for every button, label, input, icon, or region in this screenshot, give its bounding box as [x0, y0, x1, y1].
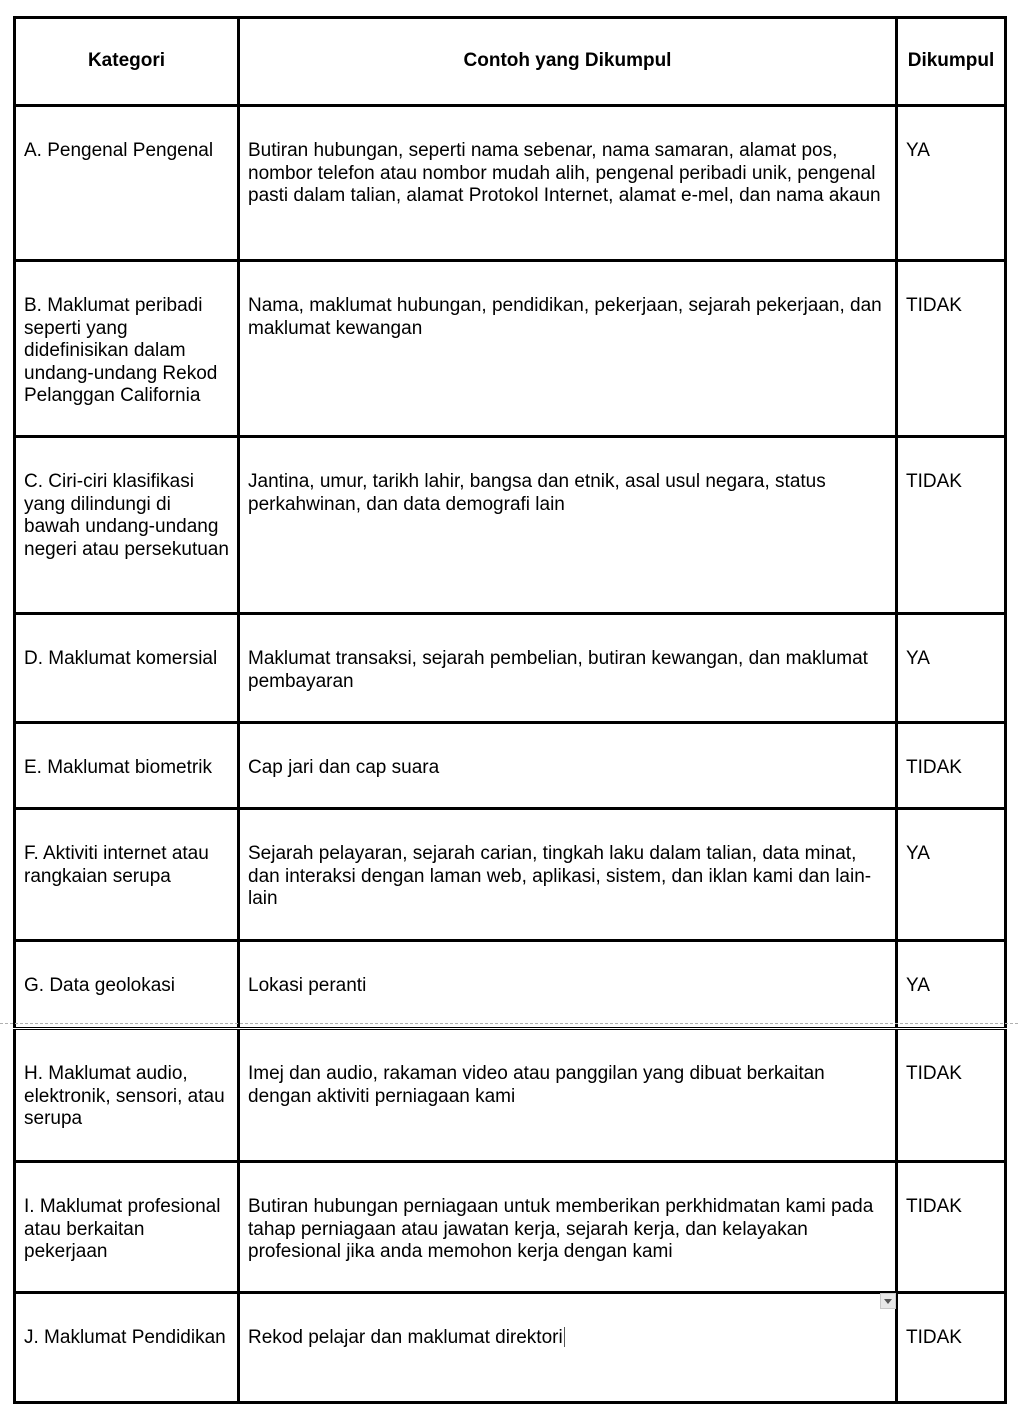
- collected-cell[interactable]: YA: [897, 106, 1006, 261]
- examples-cell[interactable]: Lokasi peranti: [239, 941, 897, 1029]
- table-row: [15, 941, 1006, 1029]
- table-row: [15, 1162, 1006, 1293]
- header-collected[interactable]: Dikumpul: [897, 18, 1006, 106]
- collected-cell[interactable]: TIDAK: [897, 723, 1006, 809]
- examples-cell[interactable]: Nama, maklumat hubungan, pendidikan, pekerjaan, sejarah pekerjaan, dan maklumat kewangan: [239, 261, 897, 437]
- table-row: [15, 106, 1006, 261]
- examples-cell[interactable]: Maklumat transaksi, sejarah pembelian, butiran kewangan, dan maklumat pembayaran: [239, 614, 897, 723]
- category-cell[interactable]: C. Ciri-ciri klasifikasi yang dilindungi di bawah undang-undang negeri atau persekutuan: [15, 437, 239, 614]
- text-cursor: [564, 1327, 565, 1347]
- header-examples[interactable]: Contoh yang Dikumpul: [239, 18, 897, 106]
- table-row: [15, 1293, 1006, 1403]
- data-collection-table-container: [13, 16, 1004, 1404]
- collected-cell[interactable]: YA: [897, 614, 1006, 723]
- page-break-line: [0, 1023, 1018, 1024]
- table-row: [15, 809, 1006, 941]
- category-cell[interactable]: B. Maklumat peribadi seperti yang didefinisikan dalam undang-undang Rekod Pelanggan California: [15, 261, 239, 437]
- table-row: [15, 1029, 1006, 1162]
- collected-cell[interactable]: TIDAK: [897, 1029, 1006, 1162]
- collected-cell[interactable]: TIDAK: [897, 1293, 1006, 1403]
- category-cell[interactable]: J. Maklumat Pendidikan: [15, 1293, 239, 1403]
- examples-cell[interactable]: Cap jari dan cap suara: [239, 723, 897, 809]
- examples-cell[interactable]: Butiran hubungan perniagaan untuk memberikan perkhidmatan kami pada tahap perniagaan atau jawatan kerja, sejarah kerja, dan kelayakan profesional jika anda memohon kerja dengan kami: [239, 1162, 897, 1293]
- collected-cell[interactable]: YA: [897, 809, 1006, 941]
- table-header-row: [15, 18, 1006, 106]
- examples-cell[interactable]: Imej dan audio, rakaman video atau panggilan yang dibuat berkaitan dengan aktiviti perniagaan kami: [239, 1029, 897, 1162]
- category-cell[interactable]: D. Maklumat komersial: [15, 614, 239, 723]
- examples-cell[interactable]: Sejarah pelayaran, sejarah carian, tingkah laku dalam talian, data minat, dan interaksi dengan laman web, aplikasi, sistem, dan iklan kami dan lain-lain: [239, 809, 897, 941]
- table-row: [15, 437, 1006, 614]
- examples-cell[interactable]: Jantina, umur, tarikh lahir, bangsa dan etnik, asal usul negara, status perkahwinan, dan data demografi lain: [239, 437, 897, 614]
- cell-dropdown-arrow-icon[interactable]: [880, 1293, 896, 1309]
- collected-cell[interactable]: TIDAK: [897, 261, 1006, 437]
- header-category[interactable]: Kategori: [15, 18, 239, 106]
- category-cell[interactable]: H. Maklumat audio, elektronik, sensori, atau serupa: [15, 1029, 239, 1162]
- examples-cell[interactable]: Butiran hubungan, seperti nama sebenar, nama samaran, alamat pos, nombor telefon atau nombor mudah alih, pengenal peribadi unik, pengenal pasti dalam talian, alamat Protokol Internet, alamat e-mel, dan nama akaun: [239, 106, 897, 261]
- collected-cell[interactable]: TIDAK: [897, 437, 1006, 614]
- category-cell[interactable]: G. Data geolokasi: [15, 941, 239, 1029]
- examples-text: Rekod pelajar dan maklumat direktori: [248, 1327, 563, 1348]
- category-cell[interactable]: I. Maklumat profesional atau berkaitan pekerjaan: [15, 1162, 239, 1293]
- collected-cell[interactable]: YA: [897, 941, 1006, 1029]
- table-row: [15, 723, 1006, 809]
- category-cell[interactable]: A. Pengenal Pengenal: [15, 106, 239, 261]
- examples-cell[interactable]: [239, 1293, 897, 1403]
- table-row: [15, 614, 1006, 723]
- table-row: [15, 261, 1006, 437]
- data-collection-table: [13, 16, 1007, 1404]
- collected-cell[interactable]: TIDAK: [897, 1162, 1006, 1293]
- category-cell[interactable]: F. Aktiviti internet atau rangkaian serupa: [15, 809, 239, 941]
- category-cell[interactable]: E. Maklumat biometrik: [15, 723, 239, 809]
